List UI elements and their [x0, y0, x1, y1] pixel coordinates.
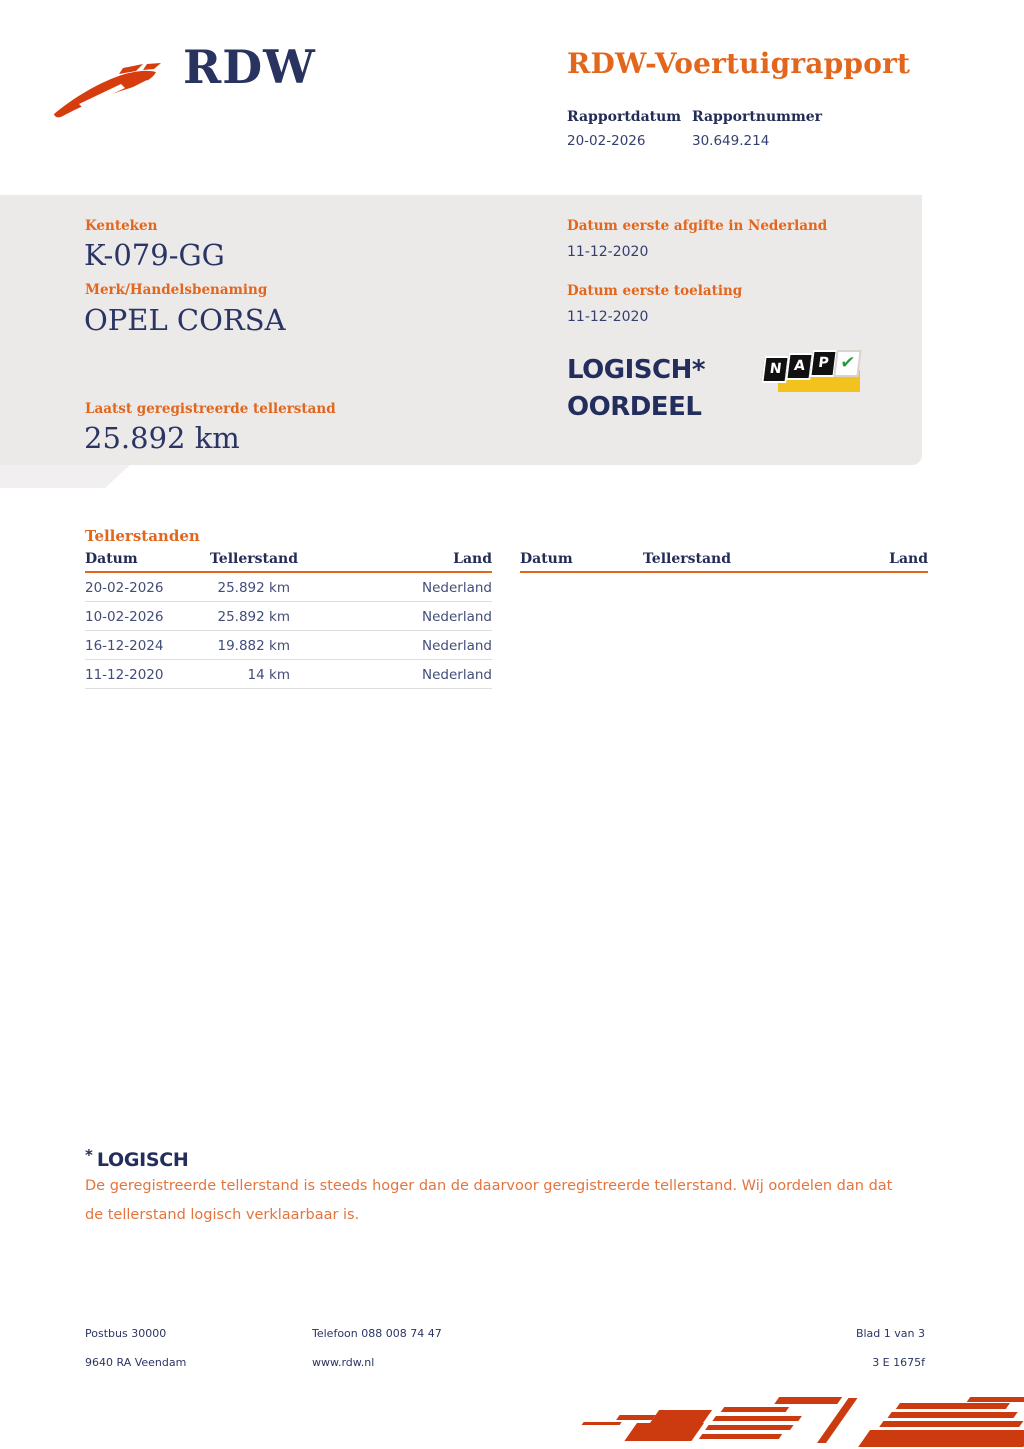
kenteken-value: K-079-GG: [84, 238, 225, 272]
cell-tellerstand: 14 km: [247, 667, 290, 683]
table-row: [85, 602, 492, 631]
tellerstanden-table-right: [520, 551, 928, 573]
footnote-heading: [85, 1146, 189, 1170]
table-header-row: [85, 551, 492, 573]
footnote-title: LOGISCH: [96, 1149, 189, 1171]
col-header-land: Land: [453, 551, 492, 567]
rdw-swoosh-logo-icon: [53, 62, 165, 120]
table-header-row: [520, 551, 928, 573]
afgifte-label: Datum eerste afgifte in Nederland: [567, 218, 828, 234]
report-number-value: 30.649.214: [692, 133, 770, 149]
vehicle-summary-panel-tail: [0, 465, 130, 488]
table-row: [85, 573, 492, 602]
col-header-datum: Datum: [520, 551, 573, 567]
footer-address-line1: Postbus 30000: [85, 1327, 167, 1340]
table-row: [85, 660, 492, 689]
col-header-tellerstand: Tellerstand: [643, 551, 732, 567]
afgifte-date: 11-12-2020: [567, 244, 649, 260]
nap-checkmark-icon: ✔: [833, 350, 861, 377]
col-header-datum: Datum: [85, 551, 138, 567]
rdw-wordmark: RDW: [183, 40, 316, 94]
footer-page-indicator: Blad 1 van 3: [855, 1327, 925, 1340]
cell-land: Nederland: [422, 638, 492, 654]
oordeel-text: [567, 352, 705, 426]
nap-letter-n: N: [761, 356, 789, 383]
cell-datum: 11-12-2020: [85, 667, 164, 683]
cell-land: Nederland: [422, 580, 492, 596]
cell-datum: 16-12-2024: [85, 638, 164, 654]
cell-datum: 10-02-2026: [85, 609, 164, 625]
cell-tellerstand: 25.892 km: [217, 580, 290, 596]
footnote-text: De geregistreerde tellerstand is steeds hoger dan de daarvoor geregistreerde tellerstand. Wij oordelen dan dat de tellerstand logisch verklaarbaar is.: [85, 1178, 893, 1223]
nap-letter-p: P: [809, 350, 837, 377]
oordeel-line1: LOGISCH*: [567, 355, 705, 385]
oordeel-line2: OORDEEL: [567, 392, 702, 422]
nap-letter-a: A: [785, 353, 813, 380]
merk-value: OPEL CORSA: [84, 303, 286, 337]
tellerstanden-section-title: Tellerstanden: [85, 527, 200, 545]
cell-tellerstand: 25.892 km: [217, 609, 290, 625]
report-date-value: 20-02-2026: [567, 133, 646, 149]
cell-land: Nederland: [422, 609, 492, 625]
cell-datum: 20-02-2026: [85, 580, 164, 596]
col-header-tellerstand: Tellerstand: [210, 551, 299, 567]
table-row: [85, 631, 492, 660]
col-header-land: Land: [889, 551, 928, 567]
nap-logo: [763, 349, 868, 399]
kenteken-label: Kenteken: [85, 218, 158, 234]
footer-phone: Telefoon 088 008 74 47: [312, 1327, 442, 1340]
footer-doc-code: 3 E 1675f: [872, 1356, 925, 1369]
footer-address-line2: 9640 RA Veendam: [85, 1356, 187, 1369]
report-number-label: Rapportnummer: [692, 109, 823, 125]
speed-stripes-graphic-icon: [564, 1393, 1024, 1449]
page-title: RDW-Voertuigrapport: [567, 47, 911, 80]
report-date-label: Rapportdatum: [567, 109, 682, 125]
footnote-marker: *: [85, 1146, 93, 1164]
footer-website-link[interactable]: www.rdw.nl: [312, 1356, 375, 1369]
tellerstanden-table-left: [85, 551, 492, 689]
cell-land: Nederland: [422, 667, 492, 683]
toelating-label: Datum eerste toelating: [567, 283, 743, 299]
laatste-tellerstand-value: 25.892 km: [84, 421, 240, 455]
merk-label: Merk/Handelsbenaming: [85, 282, 268, 298]
laatste-tellerstand-label: Laatst geregistreerde tellerstand: [85, 401, 336, 417]
cell-tellerstand: 19.882 km: [217, 638, 290, 654]
toelating-date: 11-12-2020: [567, 309, 649, 325]
